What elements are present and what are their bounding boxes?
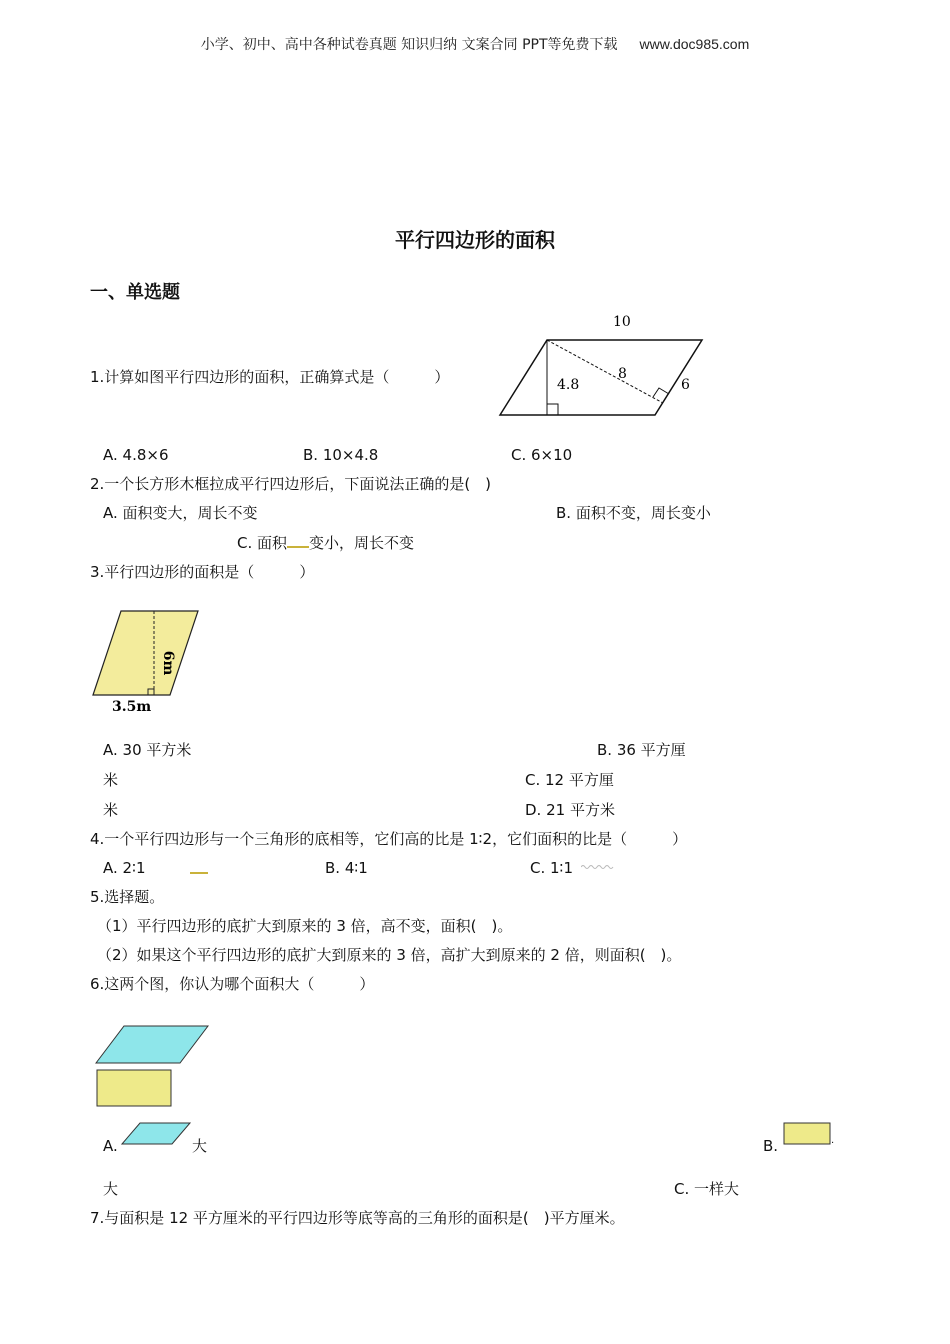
q6-shapes-figure	[92, 1018, 217, 1114]
q1-label-diag: 8	[618, 366, 627, 382]
header-text: 小学、初中、高中各种试卷真题 知识归纳 文案合同 PPT等免费下载	[200, 37, 618, 53]
q3-label-height: 6m	[160, 650, 176, 676]
q1-stem: 1.计算如图平行四边形的面积，正确算式是（ ）	[90, 368, 450, 386]
q2-option-c[interactable]	[237, 534, 414, 552]
q3-option-c-wrap: 米	[103, 801, 119, 819]
q2-option-b[interactable]: B. 面积不变，周长变小	[556, 504, 711, 522]
q4-stem: 4.一个平行四边形与一个三角形的底相等，它们高的比是 1∶2，它们面积的比是（ ）	[90, 830, 688, 848]
q4-option-b[interactable]: B. 4∶1	[325, 859, 368, 877]
q3-label-base: 3.5m	[112, 699, 152, 715]
q6-stem: 6.这两个图，你认为哪个面积大（ ）	[90, 975, 375, 993]
q3-option-b-wrap: 米	[103, 771, 119, 789]
q6-option-b-rectangle	[782, 1121, 834, 1147]
q6-option-c[interactable]: C. 一样大	[674, 1180, 740, 1198]
q4-option-a[interactable]: A. 2∶1	[103, 859, 146, 877]
q1-label-top: 10	[613, 314, 631, 330]
q6-option-a-text: 大	[192, 1137, 208, 1155]
q2-option-c-part1: C. 面积	[237, 534, 288, 552]
page-header	[0, 34, 950, 54]
q2-stem: 2.一个长方形木框拉成平行四边形后，下面说法正确的是( )	[90, 475, 492, 493]
q5-stem: 5.选择题。	[90, 888, 165, 906]
q1-label-height: 4.8	[557, 377, 580, 393]
q3-parallelogram-figure	[88, 605, 208, 720]
q3-option-b[interactable]: B. 36 平方厘	[597, 741, 686, 759]
q5-part1: （1）平行四边形的底扩大到原来的 3 倍，高不变，面积( )。	[97, 917, 513, 935]
q3-option-d[interactable]: D. 21 平方米	[525, 801, 615, 819]
q3-option-c[interactable]: C. 12 平方厘	[525, 771, 614, 789]
page-title: 平行四边形的面积	[395, 228, 555, 252]
q1-label-slant: 6	[681, 377, 690, 393]
squiggle-mark	[581, 864, 617, 870]
q3-option-a[interactable]: A. 30 平方米	[103, 741, 192, 759]
q6-option-b-dot: .	[831, 1135, 835, 1146]
highlight-mark	[190, 872, 208, 874]
section-heading: 一、单选题	[90, 282, 180, 303]
q3-stem: 3.平行四边形的面积是（ ）	[90, 563, 315, 581]
q1-option-c[interactable]: C. 6×10	[511, 446, 573, 464]
q6-option-a-wrap: 大	[103, 1180, 119, 1198]
q1-option-b[interactable]: B. 10×4.8	[303, 446, 379, 464]
q6-option-b[interactable]: B.	[763, 1137, 779, 1155]
q4-option-c[interactable]: C. 1∶1	[530, 859, 574, 877]
highlight-mark	[287, 546, 309, 548]
q2-option-a[interactable]: A. 面积变大，周长不变	[103, 504, 258, 522]
q6-option-a[interactable]: A.	[103, 1137, 118, 1155]
q1-parallelogram-figure	[495, 305, 710, 425]
header-url[interactable]: www.doc985.com	[639, 36, 750, 52]
q6-option-a-parallelogram	[120, 1121, 192, 1147]
q5-part2: （2）如果这个平行四边形的底扩大到原来的 3 倍，高扩大到原来的 2 倍，则面积( )。	[97, 946, 682, 964]
q7-stem: 7.与面积是 12 平方厘米的平行四边形等底等高的三角形的面积是( )平方厘米。	[90, 1209, 625, 1227]
q1-option-a[interactable]: A. 4.8×6	[103, 446, 169, 464]
q2-option-c-part2: 变小，周长不变	[309, 534, 415, 552]
